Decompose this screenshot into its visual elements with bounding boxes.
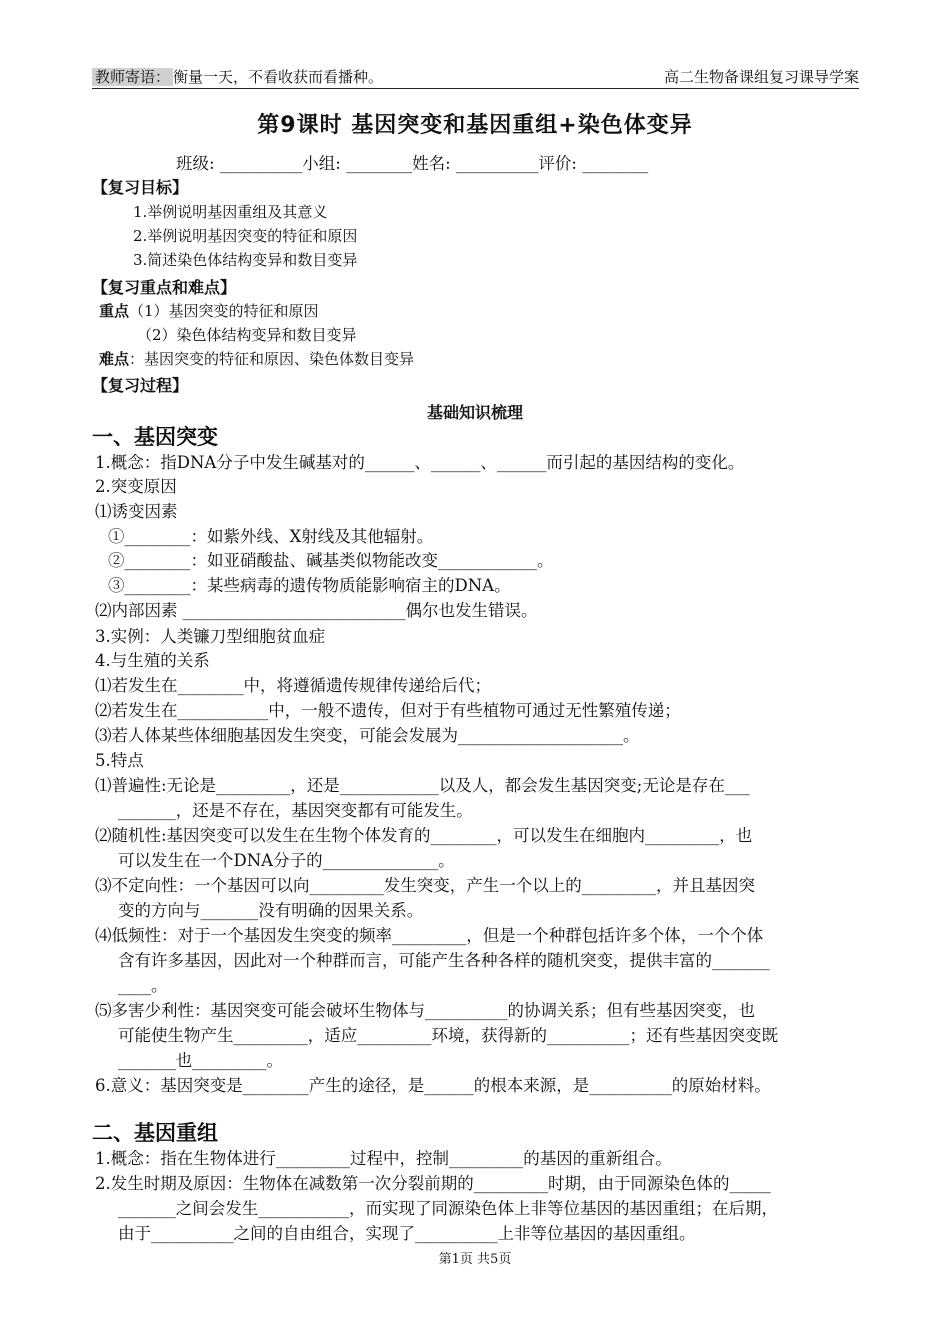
section1-line: 4.与生殖的关系: [95, 651, 210, 670]
goals-heading: 【复习目标】: [92, 178, 189, 197]
page-number: 第1页 共5页: [438, 1252, 512, 1267]
focus-label: 重点: [99, 302, 130, 320]
teacher-message-label: 教师寄语：: [92, 68, 173, 86]
section1-line: ⑵随机性:基因突变可以发生在生物个体发育的________，可以发生在细胞内_________，也: [95, 826, 753, 845]
focus-item: （2）染色体结构变异和数目变异: [137, 326, 357, 344]
section1-line: 1.概念：指DNA分子中发生碱基对的______、______、______而引起的基因结构的变化。: [95, 453, 745, 472]
section2-line: _______之间会发生___________，而实现了同源染色体上非等位基因的基因重组；在后期，: [118, 1199, 778, 1218]
section1-line: 6.意义：基因突变是________产生的途径，是______的根本来源，是__________的原始材料。: [95, 1076, 771, 1095]
section1-heading: 一、基因突变: [92, 425, 218, 449]
section1-line: 3.实例：人类镰刀型细胞贫血症: [95, 627, 326, 646]
section1-line: ⑶不定向性：一个基因可以向_________发生突变，产生一个以上的_________，并且基因突: [95, 876, 755, 895]
section1-line: ⑴若发生在________中，将遵循遗传规律传递给后代；: [95, 676, 491, 695]
page-title: 第9课时 基因突变和基因重组+染色体变异: [257, 113, 693, 138]
section1-line: _______，还是不存在，基因突变都有可能发生。: [118, 801, 473, 820]
section1-line: ⑷低频性：对于一个基因发生突变的频率_________，但是一个种群包括许多个体，一个个体: [95, 926, 764, 945]
section1-line: 变的方向与_______没有明确的因果关系。: [118, 901, 424, 920]
section1-line: ____。: [118, 976, 168, 995]
difficult-text: ：基因突变的特征和原因、染色体数目变异: [129, 350, 415, 368]
section1-line: ⑵若发生在___________中，一般不遗传，但对于有些植物可通过无性繁殖传递；: [95, 701, 681, 720]
student-info-line: 班级: __________小组: ________姓名: __________评价: ________: [176, 154, 649, 173]
section1-line: ①________：如紫外线、X射线及其他辐射。: [108, 527, 434, 546]
teacher-message-text: 衡量一天，不看收获而看播种。: [173, 68, 384, 86]
course-name: 高二生物备课组复习课导学案: [663, 68, 859, 86]
goal-item: 2.举例说明基因突变的特征和原因: [133, 227, 358, 245]
section1-line: ⑵内部因素 ___________________________偶尔也发生错误。: [95, 601, 538, 620]
difficult-line: [99, 348, 414, 369]
keypoints-heading: 【复习重点和难点】: [92, 278, 237, 297]
section1-line: 2.突变原因: [95, 477, 177, 496]
section2-line: 1.概念：指在生物体进行_________过程中，控制_________的基因的重新组合。: [95, 1149, 672, 1168]
section1-line: ③________：某些病毒的遗传物质能影响宿主的DNA。: [108, 576, 511, 595]
section1-line: 含有许多基因，因此对一个种群而言，可能产生各种各样的随机突变，提供丰富的_______: [118, 951, 770, 970]
section1-line: _______也_________。: [118, 1051, 283, 1070]
section2-line: 2.发生时期及原因：生物体在减数第一次分裂前期的_________时期，由于同源染色体的_____: [95, 1174, 771, 1193]
page-header: [92, 64, 859, 89]
section1-line: 可能使生物产生_________，适应_________环境，获得新的__________；还有些基因突变既: [118, 1026, 778, 1045]
subtitle: 基础知识梳理: [426, 403, 523, 422]
section1-line: ⑶若人体某些体细胞基因发生突变，可能会发展为____________________。: [95, 726, 640, 745]
section1-line: ②________：如亚硝酸盐、碱基类似物能改变____________。: [108, 551, 554, 570]
section2-line: 由于__________之间的自由组合，实现了__________上非等位基因的基因重组。: [118, 1224, 696, 1243]
goal-item: 1.举例说明基因重组及其意义: [133, 203, 328, 221]
section1-line: ⑴普遍性:无论是_________，还是____________以及人，都会发生基因突变;无论是存在___: [95, 776, 750, 795]
section1-line: 可以发生在一个DNA分子的______________。: [118, 851, 455, 870]
section2-heading: 二、基因重组: [92, 1121, 218, 1145]
teacher-message: [92, 66, 383, 87]
section1-line: ⑴诱变因素: [95, 502, 178, 521]
focus-line-1: [99, 300, 319, 321]
goal-item: 3.简述染色体结构变异和数目变异: [133, 251, 358, 269]
focus-item: （1）基因突变的特征和原因: [129, 302, 319, 320]
section1-line: ⑸多害少利性：基因突变可能会破坏生物体与__________的协调关系；但有些基因突变，也: [95, 1001, 755, 1020]
process-heading: 【复习过程】: [92, 376, 189, 395]
section1-line: 5.特点: [95, 751, 144, 770]
difficult-label: 难点: [99, 350, 130, 368]
